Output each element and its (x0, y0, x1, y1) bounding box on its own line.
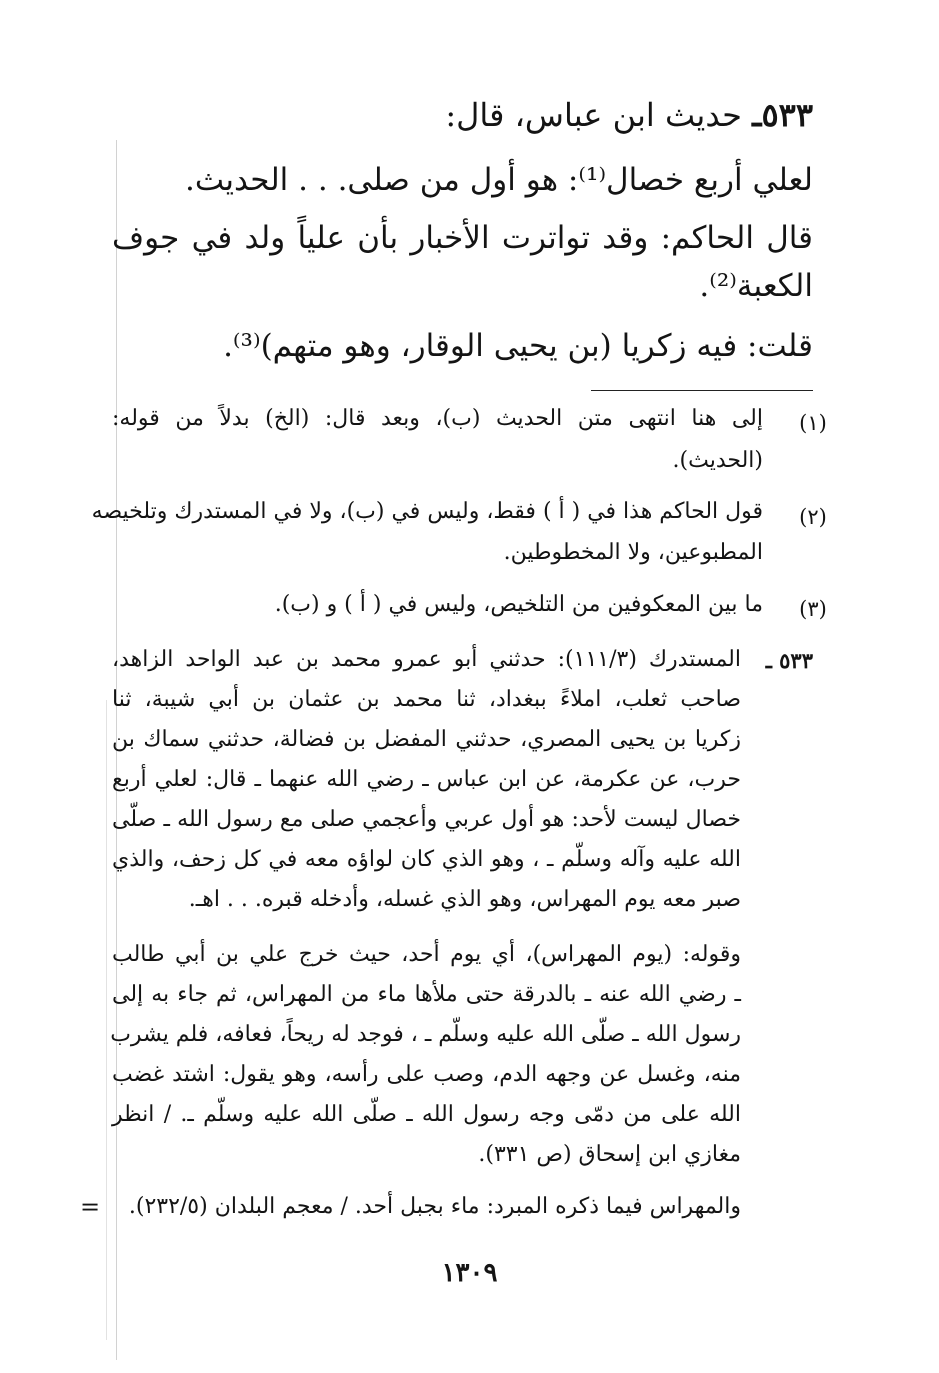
commentary-line: مغازي ابن إسحاق (ص ٣٣١). (478, 1142, 741, 1167)
footnote-marker: (٣) (799, 597, 827, 621)
commentary-line: حرب، عن عكرمة، عن ابن عباس ـ رضي الله عنهما ـ قال: لعلي أربع (112, 767, 741, 792)
commentary-line: منه، وغسل عن وجهه الدم، وصب على رأسه، وهو يقول: اشتد غضب (112, 1062, 741, 1087)
footnote-separator (591, 390, 813, 391)
footnote-line: قول الحاكم هذا في ( أ ) فقط، وليس في (ب)، ولا في المستدرك وتلخيصه (91, 499, 763, 524)
footnote-line: (الحديث). (672, 448, 763, 473)
commentary-line: والمهراس فيما ذكره المبرد: ماء بجبل أحد. / معجم البلدان (٢٣٢/٥). (128, 1194, 741, 1219)
entry-title: حديث ابن عباس، قال: (445, 96, 742, 134)
footnote-line: إلى هنا انتهى متن الحديث (ب)، وبعد قال: (الخ) بدلاً من قوله: (112, 406, 763, 431)
main-text-line: قال الحاكم: وقد تواترت الأخبار بأن علياً ولد في جوف (112, 220, 813, 256)
footnote-marker: (٢) (799, 505, 827, 529)
commentary-line: صاحب ثعلب، املاءً ببغداد، ثنا محمد بن عثمان بن أبي شيبة، ثنا (112, 687, 741, 712)
entry-number: ٥٣٣ـ (752, 96, 813, 134)
commentary-line: صبر معه يوم المهراس، وهو الذي غسله، وأدخله قبره. . . اهـ. (188, 887, 741, 912)
footnote-line: المطبوعين، ولا المخطوطين. (503, 540, 763, 565)
main-text-line: قلت: فيه زكريا (بن يحيى الوقار، وهو متهم)⁽³⁾. (223, 328, 813, 364)
continuation-mark: = (80, 1193, 101, 1221)
commentary-line: رسول الله ـ صلّى الله عليه وسلّم ـ ، فوجد له ريحاً، فعافه، فلم يشرب (110, 1022, 741, 1047)
main-text-line: الكعبة⁽²⁾. (699, 268, 813, 304)
commentary-line: الله على من دمّى وجه رسول الله ـ صلّى الله عليه وسلّم ـ. / انظر (112, 1102, 741, 1127)
commentary-number: ٥٣٣ ـ (765, 648, 813, 673)
page-number: ١٣٠٩ (441, 1258, 498, 1288)
commentary-line: زكريا بن يحيى المصري، حدثني المفضل بن فضالة، حدثني سماك بن (112, 727, 741, 752)
commentary-line: ـ رضي الله عنه ـ بالدرقة حتى ملأها ماء من المهراس، ثم جاء به إلى (112, 982, 742, 1007)
main-text-line: لعلي أربع خصال⁽¹⁾: هو أول من صلى. . . الحديث. (185, 162, 813, 198)
commentary-line: الله عليه وآله وسلّم ـ ، وهو الذي كان لواؤه معه في كل زحف، والذي (112, 847, 741, 872)
commentary-line: خصال ليست لأحد: هو أول عربي وأعجمي صلى مع رسول الله ـ صلّى (112, 807, 741, 832)
entry-heading (445, 96, 813, 134)
footnote-line: ما بين المعكوفين من التلخيص، وليس في ( أ ) و (ب). (274, 592, 763, 617)
footnote-marker: (١) (799, 411, 827, 435)
binding-shadow-line-inner (106, 700, 107, 1340)
commentary-line: وقوله: (يوم المهراس)، أي يوم أحد، حيث خرج علي بن أبي طالب (112, 942, 741, 967)
commentary-line: المستدرك (١١١/٣): حدثني أبو عمرو محمد بن عبد الواحد الزاهد، (112, 647, 741, 672)
